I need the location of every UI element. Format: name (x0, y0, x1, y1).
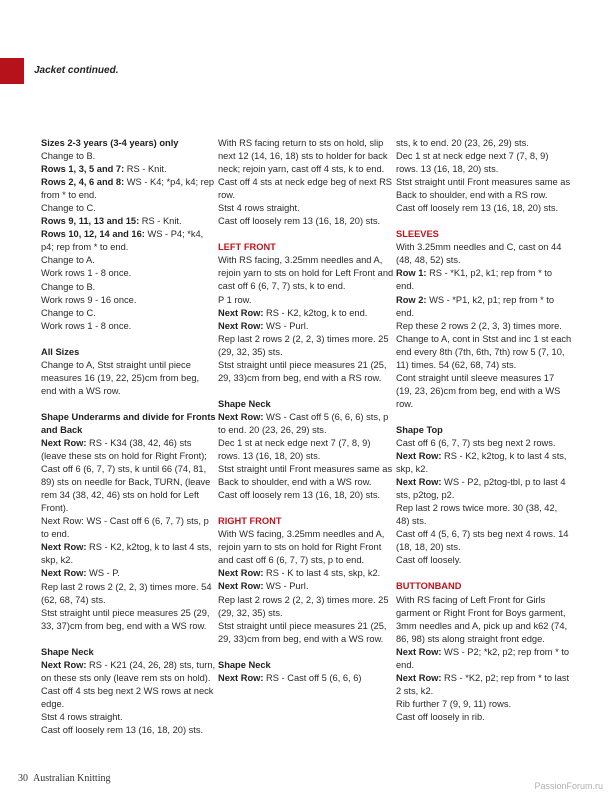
row-label: Row 2: (396, 294, 427, 305)
row-label: Next Row: (218, 307, 264, 318)
instruction-text: Change to A, cont in Stst and inc 1 st each end every 8th (7th, 6th, 7th) row 5 (7, 10, 11) times. 54 (62, 68, 74) sts. (396, 333, 572, 370)
instruction-text: Change to B. (41, 281, 96, 292)
instruction-text: With RS facing return to sts on hold, slip next 12 (14, 16, 18) sts to holder for back neck; rejoin yarn, cast off 4 sts, k to end. (218, 138, 388, 175)
section-subheading: Shape Neck (41, 646, 94, 657)
row-label: Next Row: (41, 542, 87, 553)
row-label: Rows 9, 11, 13 and 15: (41, 216, 140, 227)
section-subheading: Shape Underarms and divide for Fronts and Back (41, 411, 216, 435)
instruction-text: Change to C. (41, 307, 96, 318)
section-heading: RIGHT FRONT (218, 516, 282, 527)
row-label: Next Row: (218, 568, 264, 579)
row-text: RS - K to last 4 sts, skp, k2. (263, 568, 381, 579)
instruction-row (396, 646, 572, 672)
row-label: Rows 2, 4, 6 and 8: (41, 177, 125, 188)
row-label: Next Row: (396, 672, 442, 683)
paragraph-gap (396, 411, 572, 424)
instruction-text: Rep last 2 rows 2 (2, 2, 3) times more. 54 (62, 68, 74) sts. (41, 581, 212, 605)
instruction-text: Cast off 4 sts beg next 2 WS rows at neck edge. (41, 685, 214, 709)
instruction-text: Cast off 4 (5, 6, 7) sts beg next 4 rows. 14 (18, 18, 20) sts. (396, 529, 569, 553)
instruction-text: Rep last 2 rows 2 (2, 2, 3) times more. 25 (29, 32, 35) sts. (218, 594, 389, 618)
instruction-text: Cont straight until sleeve measures 17 (19, 23, 26)cm from beg, end with a WS row. (396, 372, 561, 409)
instruction-text: With 3.25mm needles and C, cast on 44 (48, 48, 52) sts. (396, 242, 562, 266)
instruction-row (41, 541, 217, 567)
section-subheading: Shape Top (396, 424, 443, 435)
section-subheading: Sizes 2-3 years (3-4 years) only (41, 138, 179, 148)
instruction-text: Stst straight until piece measures 21 (25, 29, 33)cm from beg, end with a WS row. (218, 620, 387, 644)
row-text: WS - Cast off 5 (6, 6, 6) sts, p to end. 20 (23, 26, 29) sts. (218, 411, 389, 435)
instruction-text: Stst straight until Front measures same as Back to shoulder, end with a WS row. (218, 464, 393, 488)
instruction-text: Stst straight until piece measures 25 (29, 33, 37)cm from beg, end with a WS row. (41, 607, 210, 631)
instruction-text: With RS facing of Left Front for Girls garment or Right Front for Boys garment, 3mm needles and A, pick up and k62 (74, 86, 98) sts along straight front edge. (396, 594, 568, 644)
row-text: RS - *K2, p2; rep from * to last 2 sts, k2. (396, 672, 570, 696)
row-text: RS - K2, k2tog, k to end. (263, 307, 368, 318)
instruction-row (218, 411, 394, 437)
instruction-text: Rib further 7 (9, 9, 11) rows. (396, 698, 512, 709)
instruction-text: Stst 4 rows straight. (218, 203, 300, 214)
row-label: Next Row: (396, 646, 442, 657)
paragraph-gap (218, 646, 394, 659)
instruction-text: Cast off loosely in rib. (396, 711, 485, 722)
paragraph-gap (41, 333, 217, 346)
row-text: RS - Knit. (139, 216, 182, 227)
row-text: WS - K4; *p4, k4; rep from * to end. (41, 177, 215, 201)
row-label: Next Row: (218, 411, 264, 422)
instruction-row (396, 294, 572, 320)
column-1 (41, 137, 217, 737)
paragraph-gap (218, 502, 394, 515)
row-text: RS - K2, k2tog, k to last 4 sts, skp, k2. (41, 542, 212, 566)
publication-name: Australian Knitting (33, 773, 111, 784)
instruction-text: Stst 4 rows straight. (41, 711, 123, 722)
row-text: WS - P4; *k4, p4; rep from * to end. (41, 229, 204, 253)
instruction-row (41, 163, 217, 176)
row-text: RS - K21 (24, 26, 28) sts, turn, on these sts only (leave rem sts on hold). (41, 659, 216, 683)
instruction-row (41, 659, 217, 685)
instruction-text: Rep last 2 rows twice more. 30 (38, 42, 48) sts. (396, 503, 558, 527)
instruction-text: Change to C. (41, 203, 96, 214)
row-label: Next Row: (41, 437, 87, 448)
row-text: WS - P2; *k2, p2; rep from * to end. (396, 646, 570, 670)
instruction-text: With RS facing, 3.25mm needles and A, rejoin yarn to sts on hold for Left Front and cast off 6 (6, 7, 7) sts, k to end. (218, 255, 394, 292)
row-label: Rows 1, 3, 5 and 7: (41, 164, 125, 175)
section-heading: LEFT FRONT (218, 242, 276, 253)
instruction-text: Work rows 1 - 8 once. (41, 320, 132, 331)
instruction-text: Work rows 9 - 16 once. (41, 294, 137, 305)
instruction-row (218, 307, 394, 320)
section-tab-marker (0, 58, 24, 84)
row-label: Next Row: (218, 320, 264, 331)
instruction-row (396, 267, 572, 293)
column-3 (396, 137, 572, 724)
instruction-row (41, 567, 217, 580)
instruction-text: Cast off loosely rem 13 (16, 18, 20) sts. (396, 203, 559, 214)
instruction-text: With WS facing, 3.25mm needles and A, rejoin yarn to sts on hold for Right Front and cast off 6 (6, 7, 7) sts, p to end. (218, 529, 385, 566)
paragraph-gap (396, 567, 572, 580)
row-text: RS - *K1, p2, k1; rep from * to end. (396, 268, 553, 292)
row-text: RS - K2, k2tog, k to last 4 sts, skp, k2. (396, 451, 567, 475)
section-heading: BUTTONBAND (396, 581, 462, 592)
instruction-text: Rep these 2 rows 2 (2, 3, 3) times more. (396, 320, 562, 331)
row-text: RS - Cast off 5 (6, 6, 6) (263, 672, 362, 683)
instruction-text: Dec 1 st at neck edge next 7 (7, 8, 9) rows. 13 (16, 18, 20) sts. (218, 437, 371, 462)
instruction-text: Cast off loosely. (396, 555, 462, 566)
instruction-text: Change to A. (41, 255, 95, 266)
row-text: WS - Purl. (263, 320, 309, 331)
section-subheading: All Sizes (41, 346, 80, 357)
page-number: 30 (18, 773, 28, 784)
instruction-row (41, 215, 217, 228)
instruction-text: Stst straight until Front measures same as Back to shoulder, end with a RS row. (396, 177, 571, 201)
watermark: PassionForum.ru (534, 781, 603, 791)
instruction-row (218, 320, 394, 333)
row-label: Next Row: (41, 659, 87, 670)
column-2 (218, 137, 394, 685)
row-label: Next Row: (396, 451, 442, 462)
paragraph-gap (396, 215, 572, 228)
instruction-text: Cast off loosely rem 13 (16, 18, 20) sts. (41, 724, 204, 735)
page-footer (18, 773, 111, 784)
row-label: Rows 10, 12, 14 and 16: (41, 229, 145, 240)
continued-heading: Jacket continued. (34, 65, 119, 76)
row-text: WS - P2, p2tog-tbl, p to last 4 sts, p2tog, p2. (396, 477, 566, 501)
instruction-text: Cast off loosely rem 13 (16, 18, 20) sts. (218, 216, 381, 227)
instruction-text: Stst straight until piece measures 21 (25, 29, 33)cm from beg, end with a RS row. (218, 359, 387, 383)
row-text: WS - P. (86, 568, 120, 579)
instruction-text: Change to B. (41, 151, 96, 162)
instruction-row (218, 580, 394, 593)
instruction-row (218, 567, 394, 580)
instruction-row (41, 228, 217, 254)
instruction-text: Next Row: WS - Cast off 6 (6, 7, 7) sts, p to end. (41, 516, 209, 540)
instruction-row (218, 672, 394, 685)
section-heading: SLEEVES (396, 229, 439, 240)
paragraph-gap (218, 385, 394, 398)
instruction-text: Rep last 2 rows 2 (2, 2, 3) times more. 25 (29, 32, 35) sts. (218, 333, 389, 357)
instruction-text: Dec 1 st at neck edge next 7 (7, 8, 9) rows. 13 (16, 18, 20) sts. (396, 151, 549, 175)
instruction-text: Change to A, Stst straight until piece measures 16 (19, 22, 25)cm from beg, end with a WS row. (41, 359, 200, 396)
instruction-row (41, 176, 217, 202)
paragraph-gap (218, 228, 394, 241)
instruction-text: P 1 row. (218, 294, 252, 305)
row-text: WS - *P1, k2, p1; rep from * to end. (396, 294, 555, 318)
instruction-row (396, 672, 572, 698)
paragraph-gap (41, 633, 217, 646)
section-subheading: Shape Neck (218, 398, 271, 409)
section-subheading: Shape Neck (218, 659, 271, 670)
row-text: RS - K34 (38, 42, 46) sts (leave these sts on hold for Right Front); Cast off 6 (6, 7, 7) sts, k until 66 (74, 81, 89) sts on needle for Back, TURN, (leave rem 34 (38, 42, 46) sts on hold for Left Front). (41, 437, 211, 514)
instruction-text: Cast off 6 (6, 7, 7) sts beg next 2 rows. (396, 437, 556, 448)
instruction-text: Cast off loosely rem 13 (16, 18, 20) sts. (218, 490, 381, 501)
row-label: Next Row: (218, 672, 264, 683)
instruction-text: sts, k to end. 20 (23, 26, 29) sts. (396, 138, 529, 148)
instruction-row (41, 437, 217, 515)
instruction-row (396, 450, 572, 476)
row-label: Next Row: (218, 581, 264, 592)
row-label: Row 1: (396, 268, 427, 279)
row-text: RS - Knit. (124, 164, 167, 175)
paragraph-gap (41, 398, 217, 411)
instruction-row (396, 476, 572, 502)
row-label: Next Row: (41, 568, 87, 579)
instruction-text: Work rows 1 - 8 once. (41, 268, 132, 279)
row-label: Next Row: (396, 477, 442, 488)
instruction-text: Cast off 4 sts at neck edge beg of next RS row. (218, 177, 392, 201)
row-text: WS - Purl. (263, 581, 309, 592)
